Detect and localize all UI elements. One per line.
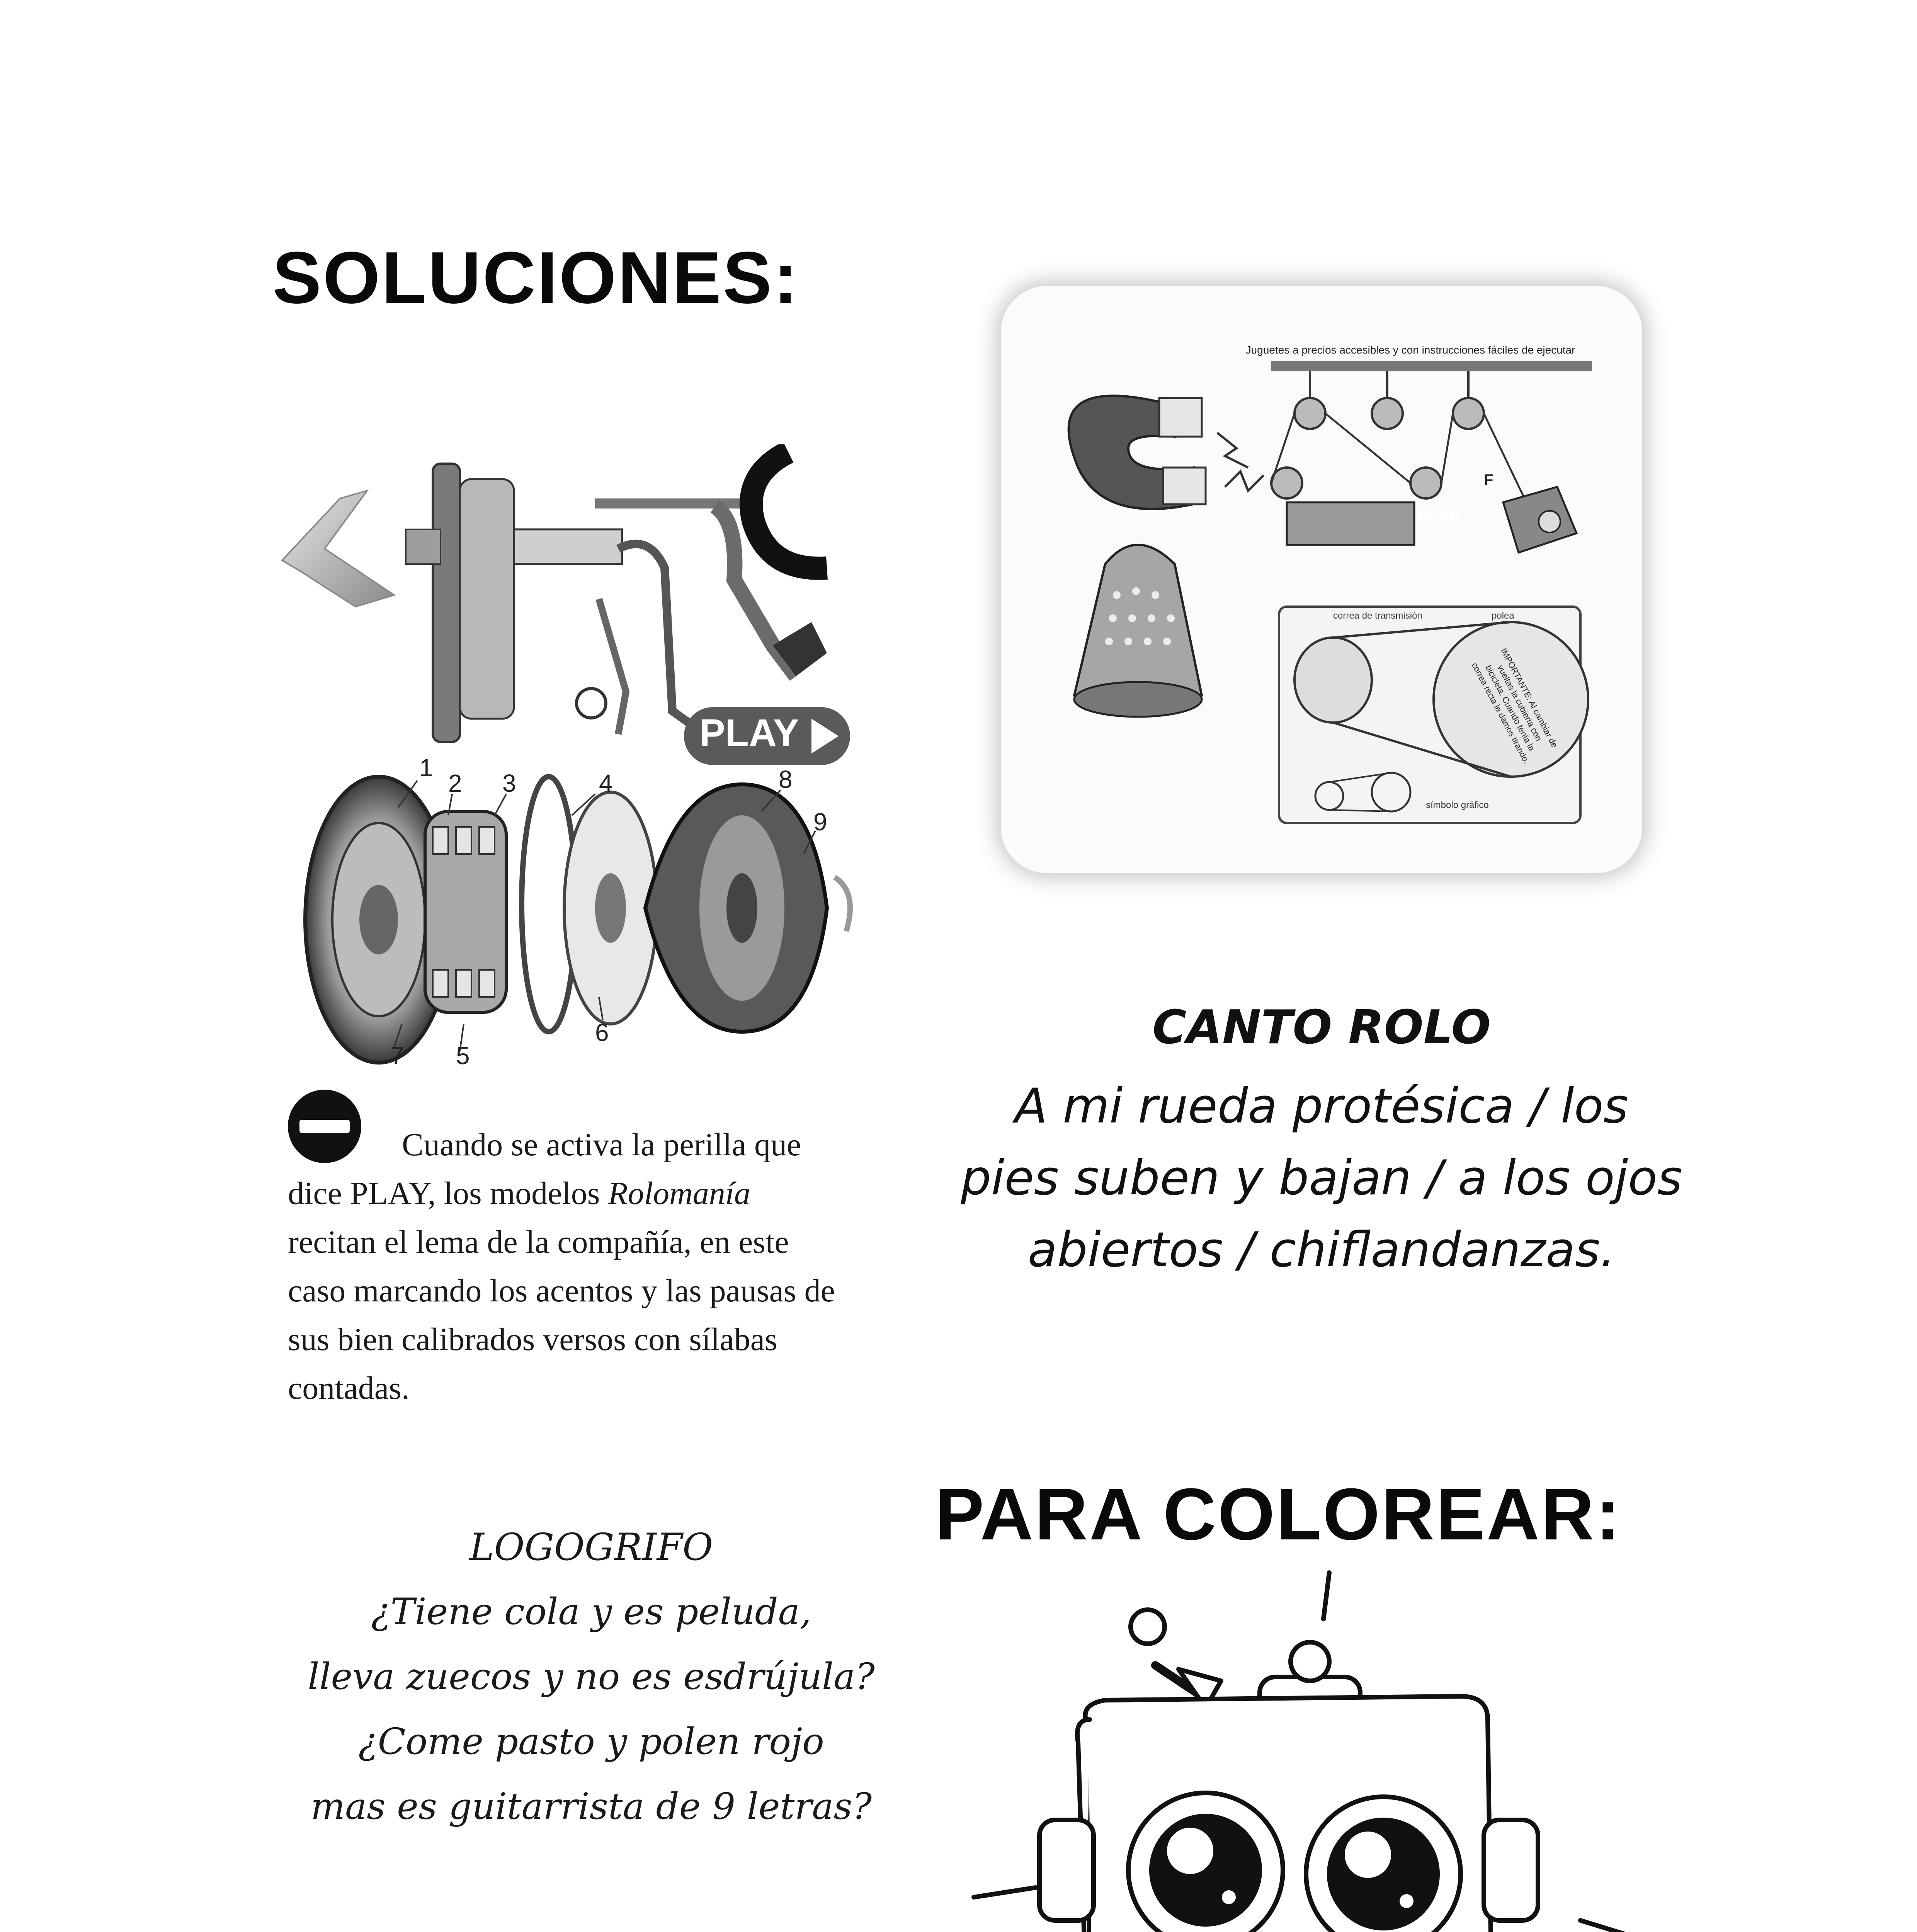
logogrifo-line-4: mas es guitarrista de 9 letras? (311, 1786, 872, 1828)
canto-line-2: pies suben y bajan / a los ojos (961, 1150, 1682, 1206)
part-number-6: 6 (595, 1019, 609, 1046)
part-number-3: 3 (502, 769, 516, 797)
part-number-4: 4 (599, 769, 613, 797)
logogrifo-line-3: ¿Come pasto y polen rojo (358, 1721, 824, 1763)
force-label: F (1484, 471, 1493, 488)
pulley-label: polea (1492, 611, 1514, 621)
logogrifo-line-1: ¿Tiene cola y es peluda, (371, 1591, 811, 1633)
play-note (288, 1121, 867, 1413)
canto-line-1: A mi rueda protésica / los (1014, 1078, 1629, 1134)
soluciones-title: SOLUCIONES: (272, 237, 799, 319)
play-note-line-1: Cuando se activa la perilla que (402, 1127, 801, 1163)
rolomania-brand: Rolomanía (608, 1175, 751, 1211)
play-note-line-2-text: dice PLAY, los modelos (288, 1175, 608, 1211)
robot-coloring-drawing (958, 1565, 1692, 1932)
logogrifo-line-2: lleva zuecos y no es esdrújula? (308, 1656, 875, 1698)
simple-machines-image (1001, 286, 1642, 873)
part-number-2: 2 (448, 769, 462, 797)
machines-caption: Juguetes a precios accesibles y con instrucciones fáciles de ejecutar (1245, 344, 1575, 356)
part-number-9: 9 (813, 808, 827, 836)
k-logo-shape (282, 491, 394, 607)
important-note: IMPORTANTE: Al cambiar de vueltas la cubierta con bicicleta. Cuando tenía la correa recta le damos tirando. (1470, 646, 1560, 765)
graphic-symbol-label: símbolo gráfico (1426, 800, 1489, 810)
play-note-line-5: sus bien calibrados versos con sílabas (288, 1321, 777, 1357)
part-number-1: 1 (419, 754, 433, 782)
play-button-label: PLAY (699, 711, 799, 755)
part-number-8: 8 (779, 765, 793, 793)
logogrifo-title: LOGOGRIFO (469, 1526, 713, 1569)
logogrifo (301, 1515, 881, 1839)
belt-label: correa de transmisión (1333, 611, 1422, 621)
canto-title: CANTO ROLO (1152, 1001, 1491, 1054)
play-note-line-6: contadas. (288, 1370, 410, 1406)
play-note-line-2 (288, 1169, 867, 1218)
canto-verse (947, 1070, 1696, 1286)
weight-label: 60 kg (1418, 506, 1460, 524)
part-number-7: 7 (390, 1042, 404, 1070)
clutch-illustration (278, 444, 858, 1070)
part-number-5: 5 (456, 1042, 470, 1070)
play-note-line-3: recitan el lema de la compañía, en este (288, 1224, 789, 1260)
canto-line-3: abiertos / chiflandanzas. (1027, 1222, 1616, 1278)
play-note-line-4: caso marcando los acentos y las pausas de (288, 1273, 835, 1309)
colorear-title: PARA COLOREAR: (935, 1473, 1622, 1555)
